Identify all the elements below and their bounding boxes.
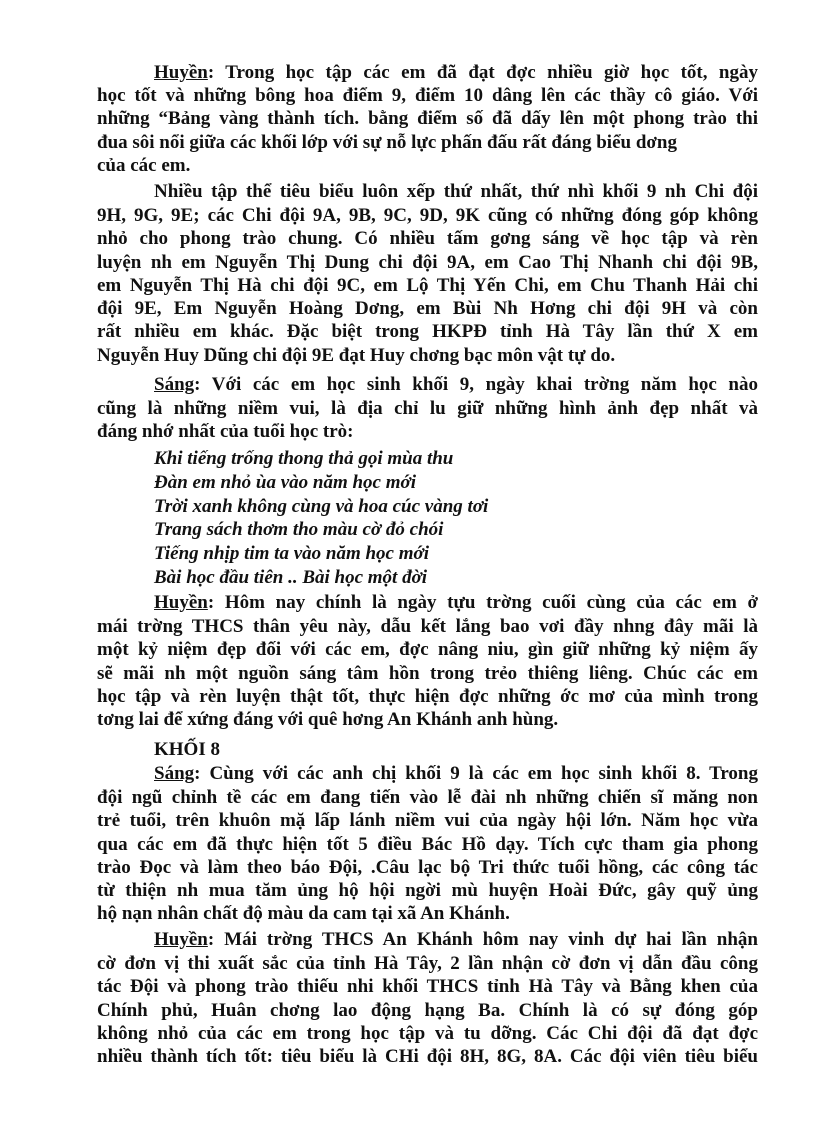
paragraph-line: mái trờng THCS thân yêu này, dẫu kết lắng bao vơi đầy nhng đây mãi là	[97, 616, 758, 637]
speaker-name: Sáng	[154, 374, 195, 395]
paragraph-line: tác Đội và phong trào thiếu nhi khối THCS tỉnh Hà Tây và Bằng khen của	[97, 976, 758, 998]
paragraph-1-cont	[97, 84, 758, 177]
paragraph-line: từ thiện nh mua tăm ủng hộ hội ngời mù huyện Hoài Đức, gây quỹ ủng	[97, 880, 758, 902]
paragraph-6-cont	[97, 952, 758, 1068]
poem-line: Tiếng nhịp tim ta vào năm học mới	[154, 543, 429, 565]
poem-line: Bài học đầu tiên .. Bài học một đời	[154, 566, 428, 588]
paragraph-line: Huyền: Trong học tập các em đã đạt đợc nhiều giờ học tốt, ngày	[154, 62, 758, 83]
poem-line: Đàn em nhỏ ùa vào năm học mới	[154, 471, 416, 493]
paragraph-line: những “Bảng vàng thành tích. bằng điểm số đã dấy lên một phong trào thi	[97, 108, 758, 130]
poem	[154, 447, 488, 590]
paragraph-line: trẻ tuổi, trên khuôn mặ lấp lánh niềm vui của ngày hội lớn. Năm học vừa	[97, 810, 758, 832]
paragraph-line: 9H, 9G, 9E; các Chi đội 9A, 9B, 9C, 9D, 9K cũng có những đóng góp không	[97, 205, 758, 226]
speaker-name: Huyền	[154, 592, 208, 613]
paragraph-line: nhiều thành tích tốt: tiêu biểu là CHi đội 8H, 8G, 8A. Các đội viên tiêu biểu	[97, 1046, 758, 1068]
paragraph-line: Huyền: Hôm nay chính là ngày tựu trờng cuối cùng của các em ở	[154, 592, 758, 613]
paragraph-3-cont	[97, 397, 758, 444]
speaker-name: Huyền	[154, 929, 208, 950]
paragraph-line: đội ngũ chỉnh tề các em đang tiến vào lễ đài nh những chiến sĩ măng non	[97, 787, 758, 808]
paragraph-line: em Nguyễn Thị Hà chi đội 9C, em Lộ Thị Yến Chi, em Chu Thanh Hải chi	[97, 274, 758, 296]
paragraph-line: học tốt và những bông hoa điểm 9, điểm 10 dâng lên các thầy cô giáo. Với	[97, 85, 758, 106]
paragraph-line: Sáng: Với các em học sinh khối 9, ngày khai trờng năm học nào	[154, 374, 758, 395]
paragraph-line: Chính phủ, Huân chơng lao động hạng Ba. Chính là có sự đóng góp	[97, 999, 758, 1021]
section-heading: KHỐI 8	[154, 739, 220, 760]
paragraph-2-cont	[97, 204, 758, 367]
paragraph-line: nhỏ cho phong trào chung. Có nhiều tấm gơng sáng về học tập và rèn	[97, 228, 758, 250]
paragraph-line: rất nhiều em khác. Đặc biệt trong HKPĐ tỉnh Hà Tây lần thứ X em	[97, 321, 758, 343]
speaker-name: Sáng	[154, 763, 195, 784]
paragraph-5-cont	[97, 786, 758, 926]
paragraph-line: hộ nạn nhân chất độ màu da cam tại xã An Khánh.	[97, 903, 510, 925]
poem-line: Khi tiếng trống thong thả gọi mùa thu	[154, 448, 454, 469]
paragraph-1	[154, 61, 758, 84]
paragraph-line: luyện nh em Nguyễn Thị Dung chi đội 9A, em Cao Thị Nhanh chi đội 9B,	[97, 251, 758, 273]
paragraph-line: trào Đọc và làm theo báo Đội, .Câu lạc bộ Tri thức tuổi hồng, các công tác	[97, 856, 758, 878]
paragraph-line: một kỷ niệm đẹp đối với các em, đợc nâng niu, gìn giữ những kỷ niệm ấy	[97, 639, 758, 661]
poem-line: Trời xanh không cùng và hoa cúc vàng tơi	[154, 495, 489, 517]
speaker-name: Huyền	[154, 62, 208, 83]
paragraph-line: Nguyễn Huy Dũng chi đội 9E đạt Huy chơng bạc môn vật tự do.	[97, 344, 616, 366]
paragraph-line: tơng lai để xứng đáng với quê hơng An Khánh anh hùng.	[97, 709, 559, 731]
paragraph-line: đội 9E, Em Nguyễn Hoàng Dơng, em Bùi Nh Hơng chi đội 9H và còn	[97, 298, 758, 320]
paragraph-4	[154, 591, 758, 614]
paragraph-4-cont	[97, 615, 758, 731]
paragraph-line: Nhiều tập thể tiêu biểu luôn xếp thứ nhất, thứ nhì khối 9 nh Chi đội	[154, 181, 758, 202]
paragraph-5	[154, 762, 758, 785]
paragraph-line: học tập và rèn luyện thật tốt, thực hiện đợc những ớc mơ của mình trong	[97, 685, 758, 707]
paragraph-line: không nhỏ của các em trong học tập và tu dỡng. Các Chi đội đã đạt đợc	[97, 1022, 758, 1044]
paragraph-line: đáng nhớ nhất của tuổi học trò:	[97, 421, 354, 443]
paragraph-line: Sáng: Cùng với các anh chị khối 9 là các em học sinh khối 8. Trong	[154, 763, 758, 784]
poem-line: Trang sách thơm tho màu cờ đỏ chói	[154, 519, 444, 541]
paragraph-line: đua sôi nổi giữa các khối lớp với sự nỗ lực phấn đấu rất đáng biểu dơng	[97, 131, 677, 153]
paragraph-line: cũng là những niềm vui, là địa chỉ lu giữ những hình ảnh đẹp nhất và	[97, 398, 758, 419]
paragraph-6	[154, 928, 758, 951]
paragraph-line: Huyền: Mái trờng THCS An Khánh hôm nay vinh dự hai lần nhận	[154, 929, 758, 950]
paragraph-line: cờ đơn vị thi xuất sắc của tỉnh Hà Tây, 2 lần nhận cờ đơn vị dẫn đầu công	[97, 953, 758, 974]
paragraph-line: của các em.	[97, 154, 191, 176]
paragraph-line: qua các em đã thực hiện tốt 5 điều Bác Hồ dạy. Tích cực tham gia phong	[97, 833, 758, 855]
paragraph-3	[154, 373, 758, 396]
paragraph-line: sẽ mãi nh một nguồn sáng tâm hồn trong trẻo thiêng liêng. Chúc các em	[97, 662, 758, 684]
paragraph-2	[154, 180, 758, 203]
